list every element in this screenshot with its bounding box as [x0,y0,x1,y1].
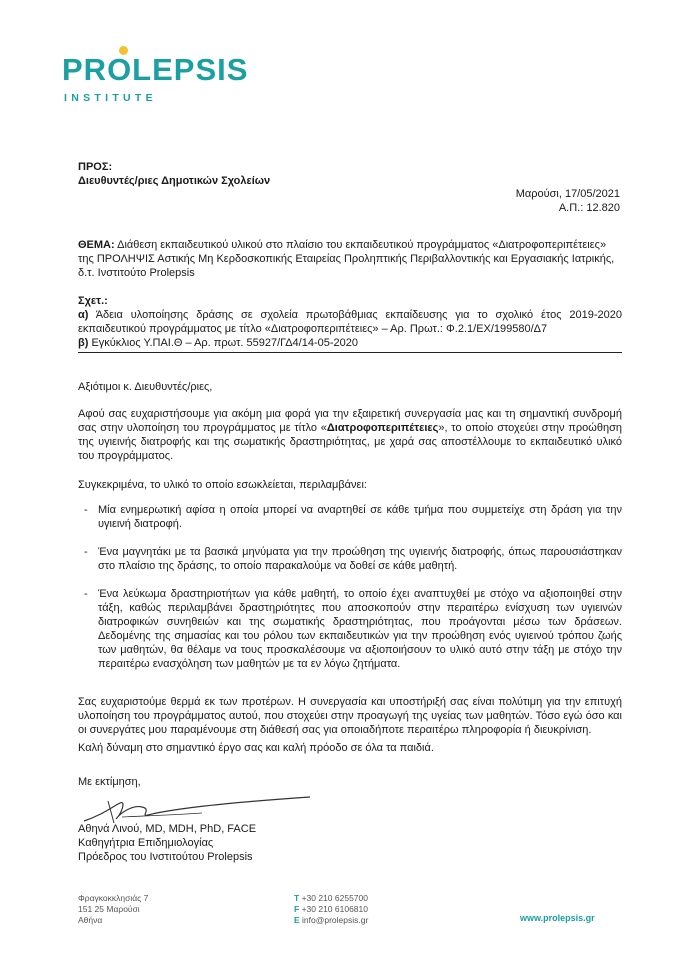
email-line[interactable] [294,915,368,926]
address-line: 151 25 Μαρούσι [78,904,140,914]
fax-line [294,904,368,915]
recipient-name: Διευθυντές/ριες Δημοτικών Σχολείων [78,175,271,187]
paragraph-contents: Συγκεκριμένα, το υλικό το οποίο εσωκλείεται, περιλαμβάνει: [78,479,367,491]
related-item-b [78,336,622,350]
related-b-label: β) [78,337,89,349]
fax-number: +30 210 6106810 [299,904,368,914]
address-line: Φραγκοκκλησιάς 7 [78,893,149,903]
materials-list [78,503,622,671]
address-line: Αθήνα [78,915,103,925]
paragraph-intro [78,407,622,463]
prolepsis-logo [62,46,262,108]
related-a-text: Άδεια υλοποίησης δράσης σε σχολεία πρωτοβάθμιας εκπαίδευσης για το σχολικό έτος 2019-2020 εκπαιδευτικού προγράμματος με τίτλο «Διατροφοπεριπέτειες» – Αρ. Πρωτ.: Φ.2.1/ΕΧ/199580/Δ7 [78,309,622,335]
related-item-a [78,308,622,336]
subject-label: ΘΕΜΑ: [78,239,115,251]
signer-role: Πρόεδρος του Ινστιτούτου Prolepsis [78,851,253,863]
paragraph-wishes: Καλή δύναμη στο σημαντικό έργο σας και καλή πρόοδο σε όλα τα παιδιά. [78,742,434,754]
list-item: - Ένα λεύκωμα δραστηριοτήτων για κάθε μαθητή, το οποίο έχει αναπτυχθεί με στόχο να αξιοποιηθεί στην τάξη, καθώς περιλαμβάνει δραστηριότητες που αποσκοπούν στην περαιτέρω ενίσχυση των υγιεινών διατροφικών συνηθειών και της σωματικής δραστηριότητας, που προάγονται μέσω των δράσεων. Δεδομένης της σημασίας και του ρόλου των εκπαιδευτικών για την προώθηση ενός υγιεινού τρόπου ζωής των μαθητών, θα θέλαμε να τους προσκαλέσουμε να αξιοποιήσουν το υλικό αυτό στην τάξη με στόχο την περαιτέρω ενασχόληση των μαθητών με τα εν λόγω ζητήματα. [78,587,622,671]
related-a-label: α) [78,309,89,321]
protocol-number: Α.Π.: 12.820 [558,202,620,214]
footer-contacts [294,893,368,926]
separator-line [78,352,622,353]
email-link[interactable]: info@prolepsis.gr [299,915,369,925]
list-item: - Μία ενημερωτική αφίσα η οποία μπορεί να αναρτηθεί σε κάθε τμήμα που συμμετείχε στη δράση για την υγιεινή διατροφή. [78,503,622,531]
logo-wordmark: PROLEPSIS [62,52,249,87]
phone-number: +30 210 6255700 [299,893,368,903]
greeting: Αξιότιμοι κ. Διευθυντές/ριες, [78,381,213,393]
related-b-text: Εγκύκλιος Υ.ΠΑΙ.Θ – Αρ. πρωτ. 55927/ΓΔ4/14-05-2020 [88,337,359,349]
subject-block [78,238,622,280]
footer-address [78,893,148,926]
website-link[interactable]: www.prolepsis.gr [520,913,595,923]
signer-title: Καθηγήτρια Επιδημιολογίας [78,837,214,849]
recipient-label: ΠΡΟΣ: [78,161,113,173]
fax-key: F [294,904,300,914]
related-label: Σχετ.: [78,295,108,307]
paragraph-thanks: Σας ευχαριστούμε θερμά εκ των προτέρων. Η συνεργασία και υποστήριξή σας είναι πολύτιμη για την επιτυχή υλοποίηση του προγράμματος αυτού, που στοχεύει στην προαγωγή της υγείας των μαθητών. Τόσο εγώ όσο και οι συνεργάτες μου παραμένουμε στη διάθεσή σας για οποιαδήποτε περαιτέρω πληροφορία ή διευκρίνιση. [78,696,622,736]
phone-key: T [294,893,300,903]
signer-name: Αθηνά Λινού, MD, MDH, PhD, FACE [78,823,257,835]
p1-before: Αφού σας ευχαριστήσουμε για ακόμη μια φορά για την εξαιρετική συνεργασία μας και τη σημαντική συνδρομή σας στην υλοποίηση του προγράμματος με τίτλο « [78,408,622,434]
letter-date: Μαρούσι, 17/05/2021 [515,188,620,200]
closing: Με εκτίμηση, [78,776,141,788]
list-item: - Ένα μαγνητάκι με τα βασικά μηνύματα για την προώθηση της υγιεινής διατροφής, όπως παρουσιάστηκαν στο πλαίσιο της δράσης, το οποίο παρακαλούμε να δοθεί σε κάθε μαθητή. [78,545,622,573]
phone-line [294,893,368,904]
subject-text: Διάθεση εκπαιδευτικού υλικού στο πλαίσιο του εκπαιδευτικού προγράμματος «Διατροφοπεριπέτειες» της ΠΡΟΛΗΨΙΣ Αστικής Μη Κερδοσκοπικής Εταιρείας Προληπτικής Περιβαλλοντικής και Εργασιακής Ιατρικής, δ.τ. Ινστιτούτο Prolepsis [78,239,615,279]
logo-subtitle: INSTITUTE [64,92,157,104]
email-key: E [294,915,300,925]
p1-after: », το οποίο στοχεύει στην προώθηση της υγιεινής διατροφής και της σωματικής δραστηριότητας, με χαρά σας αποστέλλουμε το εκπαιδευτικό υλικό του προγράμματος. [78,422,623,462]
program-name: Διατροφοπεριπέτειες [326,422,439,434]
